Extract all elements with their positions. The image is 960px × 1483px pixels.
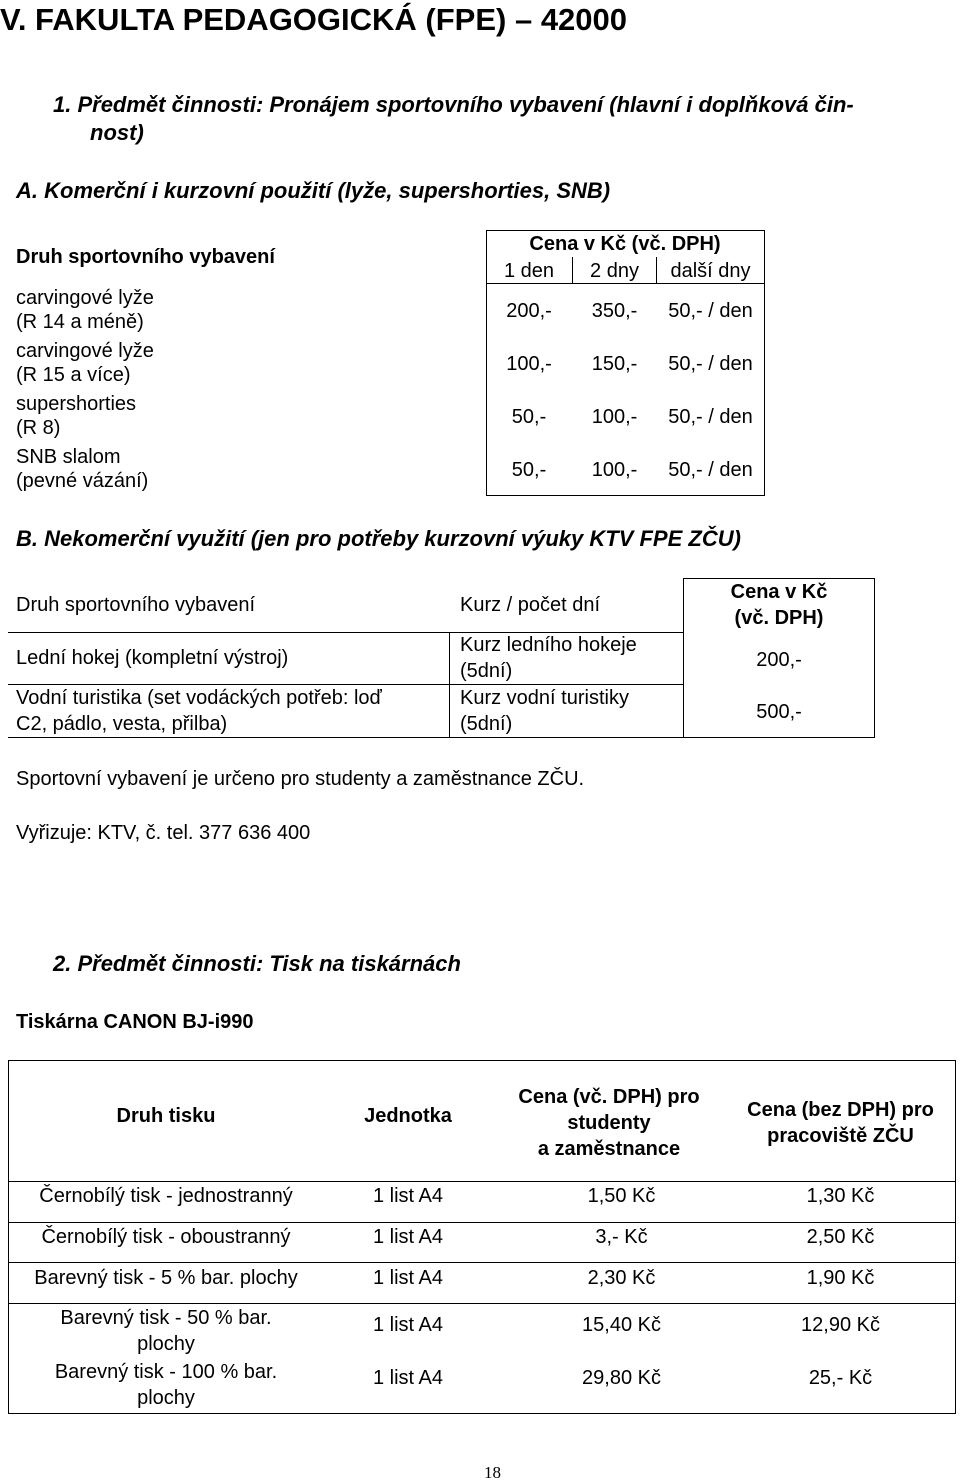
- table-row-type: Lední hokej (kompletní výstroj): [16, 647, 289, 669]
- part-b-col-course: Kurz / počet dní: [460, 594, 601, 616]
- table-row-course-sub: (5dní): [460, 713, 513, 735]
- table-row-type: Barevný tisk - 5 % bar. plochy: [34, 1267, 298, 1289]
- table-row-unit: 1 list A4: [372, 1226, 444, 1248]
- table-cell-2dny: 150,-: [591, 353, 638, 375]
- table-row-course: Kurz ledního hokeje: [460, 634, 637, 656]
- section-1-heading-line2: nost): [90, 120, 144, 145]
- part-b-col-type: Druh sportovního vybavení: [16, 594, 256, 616]
- note-students: Sportovní vybavení je určeno pro studenty a zaměstnance ZČU.: [16, 768, 585, 790]
- table-row-unit: 1 list A4: [372, 1185, 444, 1207]
- table-row-type: Vodní turistika (set vodáckých potřeb: loď: [16, 687, 382, 709]
- table-cell-dalsi: 50,- / den: [668, 353, 753, 375]
- table-row-price: 200,-: [756, 649, 802, 671]
- table-row-type: Barevný tisk - 50 % bar.: [60, 1307, 272, 1329]
- print-col-student-l2: studenty: [567, 1112, 651, 1134]
- table-row-type: Barevný tisk - 100 % bar.: [54, 1361, 278, 1383]
- part-a-sub-2dny: 2 dny: [590, 260, 639, 282]
- table-row-student-price: 3,- Kč: [595, 1226, 648, 1248]
- table-row-work-price: 1,90 Kč: [806, 1267, 875, 1289]
- table-row-student-price: 29,80 Kč: [582, 1367, 661, 1389]
- table-row-type: Černobílý tisk - oboustranný: [41, 1226, 291, 1248]
- table-row-type-sub: (pevné vázání): [16, 470, 149, 492]
- table-cell-1den: 100,-: [506, 353, 552, 375]
- part-a-sub-1den: 1 den: [503, 260, 555, 282]
- table-cell-dalsi: 50,- / den: [668, 459, 753, 481]
- table-row-work-price: 12,90 Kč: [801, 1314, 880, 1336]
- part-b-col-price-l1: Cena v Kč: [730, 581, 828, 603]
- table-row-work-price: 1,30 Kč: [806, 1185, 875, 1207]
- table-row-type-sub: (R 15 a více): [16, 364, 131, 386]
- table-cell-1den: 200,-: [506, 300, 552, 322]
- printer-name: Tiskárna CANON BJ-i990: [16, 1011, 254, 1033]
- table-row-type-sub: (R 14 a méně): [16, 311, 144, 333]
- table-row-work-price: 2,50 Kč: [806, 1226, 875, 1248]
- print-col-work-l1: Cena (bez DPH) pro: [747, 1099, 934, 1121]
- print-col-student-l3: a zaměstnance: [537, 1138, 681, 1160]
- section-2-heading: 2. Předmět činnosti: Tisk na tiskárnách: [53, 951, 461, 976]
- table-row-unit: 1 list A4: [372, 1267, 444, 1289]
- table-cell-2dny: 100,-: [591, 459, 638, 481]
- table-row-student-price: 15,40 Kč: [582, 1314, 661, 1336]
- table-row-unit: 1 list A4: [372, 1314, 444, 1336]
- table-cell-dalsi: 50,- / den: [668, 300, 753, 322]
- table-cell-1den: 50,-: [511, 406, 547, 428]
- note-contact: Vyřizuje: KTV, č. tel. 377 636 400: [16, 822, 311, 844]
- table-row-type: SNB slalom: [16, 446, 121, 468]
- page-number: 18: [484, 1463, 501, 1482]
- table-row-work-price: 25,- Kč: [808, 1367, 873, 1389]
- print-col-type: Druh tisku: [116, 1105, 216, 1127]
- table-row-type-sub: C2, pádlo, vesta, přilba): [16, 713, 228, 735]
- table-row-course: Kurz vodní turistiky: [460, 687, 629, 709]
- table-cell-2dny: 100,-: [591, 406, 638, 428]
- part-b-heading: B. Nekomerční využití (jen pro potřeby kurzovní výuky KTV FPE ZČU): [16, 526, 741, 551]
- table-cell-1den: 50,-: [511, 459, 547, 481]
- table-row-student-price: 2,30 Kč: [587, 1267, 656, 1289]
- part-a-col-price: Cena v Kč (vč. DPH): [529, 233, 721, 255]
- part-a-sub-dalsi: další dny: [670, 260, 751, 282]
- table-row-type: carvingové lyže: [16, 287, 154, 309]
- part-a-heading: A. Komerční i kurzovní použití (lyže, supershorties, SNB): [16, 178, 611, 203]
- part-b-col-price-l2: (vč. DPH): [734, 607, 824, 629]
- table-row-type: Černobílý tisk - jednostranný: [39, 1185, 293, 1207]
- table-cell-dalsi: 50,- / den: [668, 406, 753, 428]
- part-a-col-type: Druh sportovního vybavení: [16, 246, 275, 268]
- table-row-type-sub: plochy: [137, 1333, 195, 1355]
- table-row-course-sub: (5dní): [460, 660, 513, 682]
- print-col-work-l2: pracoviště ZČU: [767, 1125, 914, 1147]
- table-row-price: 500,-: [756, 701, 802, 723]
- print-col-unit: Jednotka: [364, 1105, 452, 1127]
- print-col-student-l1: Cena (vč. DPH) pro: [518, 1086, 700, 1108]
- table-cell-2dny: 350,-: [591, 300, 638, 322]
- table-row-student-price: 1,50 Kč: [587, 1185, 656, 1207]
- table-row-type-sub: plochy: [137, 1387, 195, 1409]
- table-row-type: carvingové lyže: [16, 340, 154, 362]
- table-row-type: supershorties: [16, 393, 137, 415]
- page-title: V. FAKULTA PEDAGOGICKÁ (FPE) – 42000: [0, 2, 628, 37]
- section-1-heading-line1: 1. Předmět činnosti: Pronájem sportovního vybavení (hlavní i doplňková čin-: [53, 92, 854, 117]
- table-row-type-sub: (R 8): [16, 417, 61, 439]
- table-row-unit: 1 list A4: [372, 1367, 444, 1389]
